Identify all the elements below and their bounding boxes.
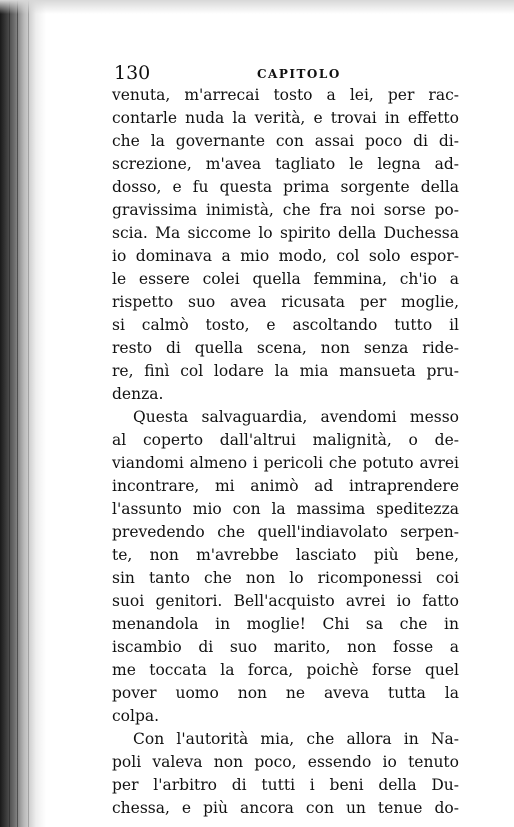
- text-line: gravissima inimistà, che fra noi sorse po-: [112, 201, 459, 219]
- paragraph-end-line: denza.: [112, 385, 164, 403]
- text-line: rispetto suo avea ricusata per moglie,: [112, 293, 459, 311]
- page-number: 130: [114, 62, 151, 84]
- text-line: iscambio di suo marito, non fosse a: [112, 638, 459, 656]
- text-line: poli valeva non poco, essendo io tenuto: [112, 753, 459, 771]
- text-line: si calmò tosto, e ascoltando tutto il: [112, 316, 459, 334]
- gutter-streak: [28, 0, 29, 827]
- text-line: te, non m'avrebbe lasciato più bene,: [112, 546, 459, 564]
- text-line: dosso, e fu questa prima sorgente della: [112, 178, 459, 196]
- paragraph-start-line: Con l'autorità mia, che allora in Na-: [133, 730, 459, 748]
- running-head: CAPITOLO: [257, 67, 341, 81]
- paragraph-start-line: Questa salvaguardia, avendomi messo: [133, 408, 459, 426]
- gutter-streak: [17, 0, 18, 827]
- text-line: pover uomo non ne aveva tutta la: [112, 684, 459, 702]
- page-header: [114, 60, 464, 86]
- text-line: l'assunto mio con la massima speditezza: [112, 500, 459, 518]
- page-top-edge: [0, 0, 514, 14]
- text-line: al coperto dall'altrui malignità, o de-: [112, 431, 459, 449]
- text-line: io dominava a mio modo, col solo espor-: [112, 247, 459, 265]
- text-line: per l'arbitro di tutti i beni della Du-: [112, 776, 459, 794]
- text-line: contarle nuda la verità, e trovai in effetto: [112, 109, 459, 127]
- text-line: chessa, e più ancora con un tenue do-: [112, 799, 459, 817]
- text-line: resto di quella scena, non senza ride-: [112, 339, 459, 357]
- text-line: suoi genitori. Bell'acquisto avrei io fatto: [112, 592, 459, 610]
- text-line: viandomi almeno i pericoli che potuto avrei: [112, 454, 459, 472]
- text-line: me toccata la forca, poichè forse quel: [112, 661, 459, 679]
- book-gutter-shadow: [0, 0, 46, 827]
- gutter-streak: [9, 0, 10, 827]
- text-line: screzione, m'avea tagliato le legna ad-: [112, 155, 459, 173]
- text-line: che la governante con assai poco di di-: [112, 132, 459, 150]
- text-line: venuta, m'arrecai tosto a lei, per rac-: [112, 86, 459, 104]
- text-line: prevedendo che quell'indiavolato serpen-: [112, 523, 459, 541]
- text-line: sin tanto che non lo ricomponessi coi: [112, 569, 459, 587]
- paragraph-end-line: colpa.: [112, 707, 160, 725]
- text-line: le essere colei quella femmina, ch'io a: [112, 270, 459, 288]
- body-text: [112, 84, 459, 820]
- text-line: scia. Ma siccome lo spirito della Duchessa: [112, 224, 459, 242]
- text-line: re, finì col lodare la mia mansueta pru-: [112, 362, 459, 380]
- text-line: incontrare, mi animò ad intraprendere: [112, 477, 459, 495]
- text-line: menandola in moglie! Chi sa che in: [112, 615, 459, 633]
